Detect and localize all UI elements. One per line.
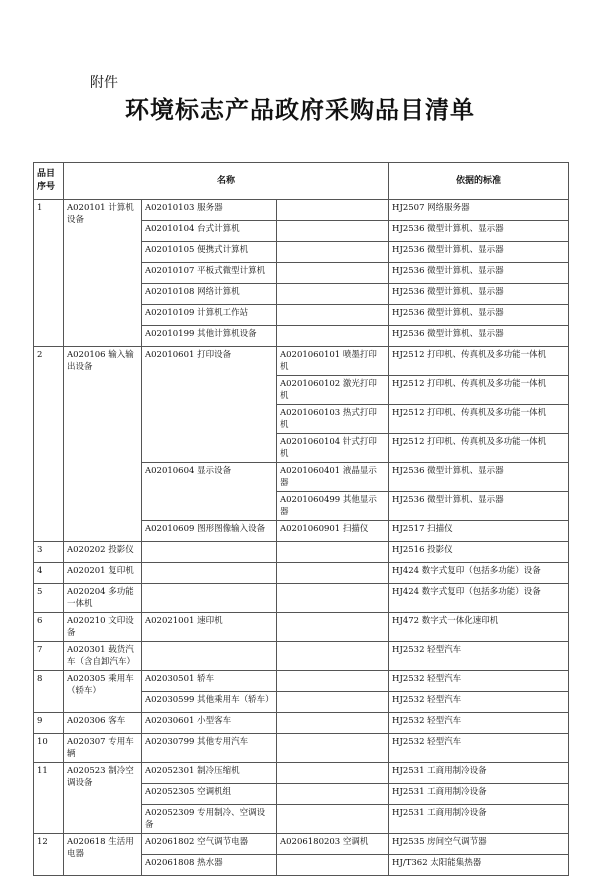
cell-subcategory: A02030501 轿车	[142, 671, 277, 692]
cell-item	[277, 284, 389, 305]
cell-item	[277, 855, 389, 876]
cell-index: 12	[34, 834, 64, 876]
cell-index: 4	[34, 563, 64, 584]
cell-subcategory: A02010108 网络计算机	[142, 284, 277, 305]
cell-item: A0201060102 激光打印机	[277, 376, 389, 405]
cell-standard: HJ2532 轻型汽车	[389, 713, 569, 734]
cell-item: A0201060103 热式打印机	[277, 405, 389, 434]
cell-category: A020301 载货汽车（含自卸汽车）	[64, 642, 142, 671]
cell-subcategory: A02030599 其他乘用车（轿车）	[142, 692, 277, 713]
cell-standard: HJ424 数字式复印（包括多功能）设备	[389, 563, 569, 584]
cell-item	[277, 805, 389, 834]
cell-subcategory: A02021001 速印机	[142, 613, 277, 642]
cell-standard: HJ2531 工商用制冷设备	[389, 784, 569, 805]
cell-index: 10	[34, 734, 64, 763]
cell-subcategory	[142, 563, 277, 584]
cell-index: 5	[34, 584, 64, 613]
cell-item	[277, 713, 389, 734]
table-row	[34, 734, 569, 763]
table-row	[34, 834, 569, 855]
cell-index: 6	[34, 613, 64, 642]
table-row	[34, 584, 569, 613]
cell-standard: HJ2512 打印机、传真机及多功能一体机	[389, 405, 569, 434]
cell-category: A020305 乘用车（轿车）	[64, 671, 142, 713]
cell-standard: HJ2512 打印机、传真机及多功能一体机	[389, 376, 569, 405]
cell-subcategory: A02052301 制冷压缩机	[142, 763, 277, 784]
cell-category: A020106 输入输出设备	[64, 347, 142, 542]
table-body	[34, 200, 569, 876]
cell-standard: HJ2536 微型计算机、显示器	[389, 492, 569, 521]
table-row	[34, 713, 569, 734]
cell-standard: HJ2536 微型计算机、显示器	[389, 326, 569, 347]
header-name: 名称	[64, 163, 389, 200]
cell-subcategory: A02010109 计算机工作站	[142, 305, 277, 326]
cell-standard: HJ2531 工商用制冷设备	[389, 763, 569, 784]
table-row	[34, 671, 569, 692]
cell-item	[277, 734, 389, 763]
cell-standard: HJ2507 网络服务器	[389, 200, 569, 221]
cell-standard: HJ2516 投影仪	[389, 542, 569, 563]
cell-item	[277, 642, 389, 671]
cell-category: A020101 计算机设备	[64, 200, 142, 347]
cell-standard: HJ424 数字式复印（包括多功能）设备	[389, 584, 569, 613]
cell-subcategory: A02052305 空调机组	[142, 784, 277, 805]
cell-item: A0206180203 空调机	[277, 834, 389, 855]
cell-standard: HJ2512 打印机、传真机及多功能一体机	[389, 434, 569, 463]
cell-item: A0201060401 液晶显示器	[277, 463, 389, 492]
cell-standard: HJ472 数字式一体化速印机	[389, 613, 569, 642]
cell-item	[277, 263, 389, 284]
cell-category: A020210 文印设备	[64, 613, 142, 642]
cell-category: A020523 制冷空调设备	[64, 763, 142, 834]
attachment-label: 附件	[90, 75, 118, 91]
cell-index: 2	[34, 347, 64, 542]
cell-index: 9	[34, 713, 64, 734]
document-title: 环境标志产品政府采购品目清单	[125, 95, 475, 124]
table-row	[34, 613, 569, 642]
cell-index: 11	[34, 763, 64, 834]
table-row	[34, 347, 569, 376]
cell-item	[277, 784, 389, 805]
cell-subcategory: A02010199 其他计算机设备	[142, 326, 277, 347]
cell-item	[277, 613, 389, 642]
cell-standard: HJ/T362 太阳能集热器	[389, 855, 569, 876]
table-row	[34, 200, 569, 221]
cell-subcategory: A02010107 平板式微型计算机	[142, 263, 277, 284]
cell-category: A020306 客车	[64, 713, 142, 734]
cell-subcategory	[142, 542, 277, 563]
cell-item	[277, 692, 389, 713]
cell-subcategory	[142, 584, 277, 613]
cell-subcategory	[142, 642, 277, 671]
cell-subcategory: A02010604 显示设备	[142, 463, 277, 521]
cell-item	[277, 242, 389, 263]
cell-item	[277, 563, 389, 584]
cell-standard: HJ2512 打印机、传真机及多功能一体机	[389, 347, 569, 376]
cell-standard: HJ2536 微型计算机、显示器	[389, 463, 569, 492]
table-header-row	[34, 163, 569, 200]
cell-item	[277, 200, 389, 221]
cell-index: 1	[34, 200, 64, 347]
cell-subcategory: A02052309 专用制冷、空调设备	[142, 805, 277, 834]
cell-subcategory: A02010601 打印设备	[142, 347, 277, 463]
cell-category: A020202 投影仪	[64, 542, 142, 563]
cell-standard: HJ2536 微型计算机、显示器	[389, 284, 569, 305]
cell-item: A0201060104 针式打印机	[277, 434, 389, 463]
header-index: 品目序号	[34, 163, 64, 200]
cell-standard: HJ2536 微型计算机、显示器	[389, 221, 569, 242]
cell-category: A020201 复印机	[64, 563, 142, 584]
table-row	[34, 563, 569, 584]
cell-item	[277, 326, 389, 347]
table-row	[34, 542, 569, 563]
cell-item	[277, 305, 389, 326]
cell-standard: HJ2536 微型计算机、显示器	[389, 263, 569, 284]
cell-subcategory: A02061808 热水器	[142, 855, 277, 876]
cell-item	[277, 221, 389, 242]
cell-standard: HJ2531 工商用制冷设备	[389, 805, 569, 834]
table-row	[34, 763, 569, 784]
cell-standard: HJ2535 房间空气调节器	[389, 834, 569, 855]
cell-item: A0201060499 其他显示器	[277, 492, 389, 521]
cell-item	[277, 671, 389, 692]
cell-index: 8	[34, 671, 64, 713]
cell-category: A020204 多功能一体机	[64, 584, 142, 613]
cell-subcategory: A02010104 台式计算机	[142, 221, 277, 242]
cell-standard: HJ2532 轻型汽车	[389, 734, 569, 763]
table-row	[34, 642, 569, 671]
cell-subcategory: A02010609 图形图像输入设备	[142, 521, 277, 542]
cell-standard: HJ2532 轻型汽车	[389, 692, 569, 713]
cell-category: A020618 生活用电器	[64, 834, 142, 876]
header-standard: 依据的标准	[389, 163, 569, 200]
cell-item	[277, 763, 389, 784]
cell-index: 7	[34, 642, 64, 671]
cell-standard: HJ2536 微型计算机、显示器	[389, 242, 569, 263]
cell-item: A0201060901 扫描仪	[277, 521, 389, 542]
cell-subcategory: A02061802 空气调节电器	[142, 834, 277, 855]
catalog-table	[33, 162, 569, 876]
cell-item	[277, 542, 389, 563]
cell-subcategory: A02030799 其他专用汽车	[142, 734, 277, 763]
cell-standard: HJ2536 微型计算机、显示器	[389, 305, 569, 326]
cell-item: A0201060101 喷墨打印机	[277, 347, 389, 376]
cell-subcategory: A02010103 服务器	[142, 200, 277, 221]
cell-item	[277, 584, 389, 613]
cell-index: 3	[34, 542, 64, 563]
cell-category: A020307 专用车辆	[64, 734, 142, 763]
cell-standard: HJ2532 轻型汽车	[389, 671, 569, 692]
cell-subcategory: A02030601 小型客车	[142, 713, 277, 734]
cell-subcategory: A02010105 便携式计算机	[142, 242, 277, 263]
cell-standard: HJ2532 轻型汽车	[389, 642, 569, 671]
cell-standard: HJ2517 扫描仪	[389, 521, 569, 542]
